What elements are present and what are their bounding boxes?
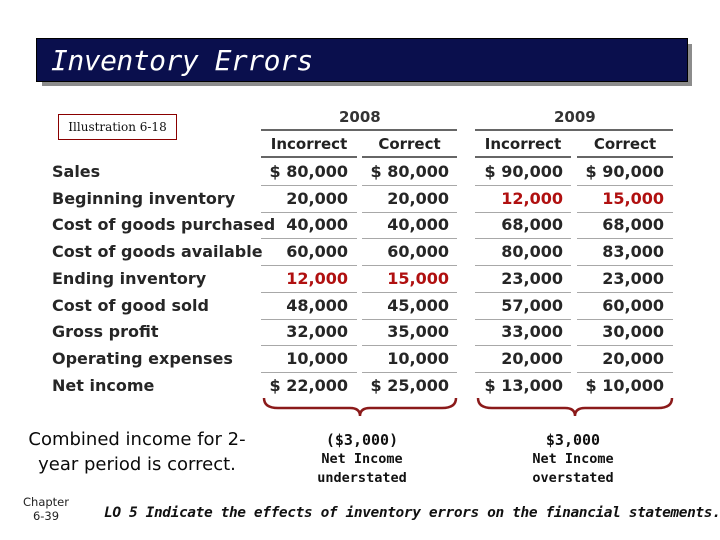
table-cell: 12,000 — [286, 268, 348, 288]
col-rule — [261, 156, 357, 158]
table-cell: 20,000 — [387, 188, 449, 208]
row-divider — [475, 345, 571, 346]
table-cell: 60,000 — [387, 242, 449, 262]
learning-objective: LO 5 Indicate the effects of inventory errors on the financial statements. — [104, 505, 720, 521]
row-divider — [362, 185, 457, 186]
note-2008 — [292, 431, 432, 488]
row-divider — [475, 212, 571, 213]
row-divider — [475, 238, 571, 239]
row-label: Operating expenses — [52, 348, 233, 368]
chapter-label — [16, 495, 76, 523]
col-rule — [577, 156, 673, 158]
table-cell: $ 25,000 — [370, 375, 449, 395]
table-cell: 32,000 — [286, 322, 348, 342]
row-divider — [362, 212, 457, 213]
row-divider — [475, 292, 571, 293]
table-cell: $ 10,000 — [585, 375, 664, 395]
row-divider — [475, 185, 571, 186]
table-cell: 83,000 — [602, 242, 664, 262]
row-divider — [475, 265, 571, 266]
illustration-label: Illustration 6-18 — [58, 114, 177, 140]
row-divider — [577, 319, 673, 320]
table-cell: 80,000 — [501, 242, 563, 262]
table-cell: 60,000 — [286, 242, 348, 262]
row-divider — [577, 292, 673, 293]
table-cell: 10,000 — [387, 348, 449, 368]
row-label: Ending inventory — [52, 268, 207, 288]
table-cell: 40,000 — [286, 215, 348, 235]
row-label: Cost of goods purchased — [52, 215, 276, 235]
table-cell: 30,000 — [602, 322, 664, 342]
row-divider — [362, 292, 457, 293]
title-bar — [36, 38, 688, 82]
row-divider — [261, 372, 357, 373]
row-divider — [261, 212, 357, 213]
chapter-line2: 6-39 — [32, 509, 60, 523]
col-rule — [475, 156, 571, 158]
col-rule — [362, 156, 457, 158]
row-label: Cost of good sold — [52, 295, 209, 315]
row-divider — [362, 345, 457, 346]
table-cell: 20,000 — [602, 348, 664, 368]
row-divider — [261, 238, 357, 239]
table-cell: 68,000 — [602, 215, 664, 235]
table-cell: 10,000 — [286, 348, 348, 368]
note-2009 — [503, 431, 643, 488]
row-divider — [261, 185, 357, 186]
table-cell: 33,000 — [501, 322, 563, 342]
row-label: Sales — [52, 162, 101, 181]
table-cell: 20,000 — [501, 348, 563, 368]
year-2009-rule — [475, 129, 673, 131]
row-divider — [362, 265, 457, 266]
brace-2009-icon — [476, 396, 674, 418]
table-cell: 15,000 — [602, 188, 664, 208]
note-2008-line1: Net Income — [321, 451, 403, 467]
row-label: Beginning inventory — [52, 188, 236, 208]
year-2008-header: 2008 — [339, 108, 381, 126]
col-2009-correct: Correct — [593, 135, 657, 153]
row-divider — [577, 212, 673, 213]
table-cell: 23,000 — [602, 268, 664, 288]
table-cell: $ 22,000 — [269, 375, 348, 395]
chapter-line1: Chapter — [23, 495, 69, 509]
row-label: Net income — [52, 375, 155, 395]
row-divider — [261, 265, 357, 266]
table-cell: $ 80,000 — [370, 162, 449, 181]
row-label: Gross profit — [52, 322, 159, 342]
note-2009-amount: $3,000 — [545, 431, 601, 449]
table-cell: 45,000 — [387, 295, 449, 315]
table-cell: 68,000 — [501, 215, 563, 235]
combined-income-note: Combined income for 2-year period is correct. — [28, 429, 246, 475]
row-divider — [577, 185, 673, 186]
row-divider — [577, 265, 673, 266]
row-divider — [577, 372, 673, 373]
table-cell: 60,000 — [602, 295, 664, 315]
row-divider — [577, 345, 673, 346]
table-cell: 20,000 — [286, 188, 348, 208]
year-2009-header: 2009 — [554, 108, 596, 126]
table-cell: $ 90,000 — [484, 162, 563, 181]
table-cell: $ 80,000 — [269, 162, 348, 181]
table-cell: 48,000 — [286, 295, 348, 315]
row-divider — [362, 319, 457, 320]
table-cell: 23,000 — [501, 268, 563, 288]
row-divider — [362, 372, 457, 373]
col-2008-incorrect: Incorrect — [270, 135, 348, 153]
row-divider — [261, 319, 357, 320]
note-2009-line2: overstated — [532, 470, 614, 486]
table-cell: 12,000 — [501, 188, 563, 208]
table-cell: $ 90,000 — [585, 162, 664, 181]
row-divider — [261, 292, 357, 293]
brace-2008-icon — [262, 396, 458, 418]
row-divider — [475, 319, 571, 320]
row-divider — [577, 238, 673, 239]
page-title: Inventory Errors — [51, 43, 313, 77]
note-2008-amount: ($3,000) — [325, 431, 399, 449]
table-cell: 57,000 — [501, 295, 563, 315]
row-divider — [261, 345, 357, 346]
col-2009-incorrect: Incorrect — [484, 135, 562, 153]
table-cell: 35,000 — [387, 322, 449, 342]
col-2008-correct: Correct — [378, 135, 441, 153]
row-divider — [475, 372, 571, 373]
note-2008-line2: understated — [317, 470, 407, 486]
table-cell: 40,000 — [387, 215, 449, 235]
table-cell: $ 13,000 — [484, 375, 563, 395]
row-label: Cost of goods available — [52, 242, 263, 262]
year-2008-rule — [261, 129, 457, 131]
row-divider — [362, 238, 457, 239]
table-cell: 15,000 — [387, 268, 449, 288]
note-2009-line1: Net Income — [532, 451, 614, 467]
